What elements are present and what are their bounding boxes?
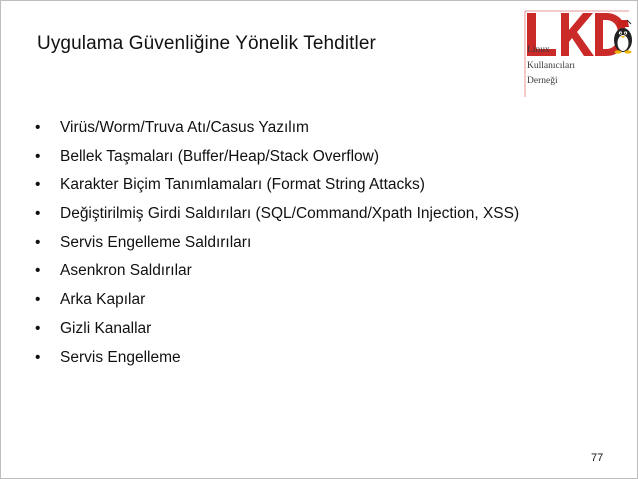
list-item xyxy=(35,286,519,315)
list-item xyxy=(35,200,519,229)
list-item xyxy=(35,344,519,373)
bullet-point: • xyxy=(35,176,41,194)
logo-text-line-2: Kullanıcıları xyxy=(527,61,576,71)
bullet-point: • xyxy=(35,233,41,251)
slide-title: Uygulama Güvenliğine Yönelik Tehditler xyxy=(37,33,376,54)
bullet-point: • xyxy=(35,319,41,337)
logo-text-line-1: Linux xyxy=(527,45,550,55)
list-item-text: Servis Engelleme Saldırıları xyxy=(60,233,252,251)
logo-text-line-3: Derneği xyxy=(527,76,558,86)
bullet-point: • xyxy=(35,119,41,136)
list-item-text: Arka Kapılar xyxy=(60,291,146,309)
list-item xyxy=(35,171,519,200)
bullet-point: • xyxy=(35,205,41,223)
bullet-point: • xyxy=(35,262,41,280)
list-item-text: Virüs/Worm/Truva Atı/Casus Yazılım xyxy=(60,119,309,136)
list-item-text: Servis Engelleme xyxy=(60,348,181,366)
page-number: 77 xyxy=(591,452,604,464)
list-item xyxy=(35,257,519,286)
list-item xyxy=(35,315,519,344)
threat-list xyxy=(35,114,519,372)
bullet-point: • xyxy=(35,348,41,366)
list-item-text: Değiştirilmiş Girdi Saldırıları (SQL/Command/Xpath Injection, XSS) xyxy=(60,205,520,223)
list-item xyxy=(35,143,519,172)
list-item-text: Gizli Kanallar xyxy=(60,319,152,337)
bullet-point: • xyxy=(35,291,41,309)
logo-letter-k xyxy=(561,13,594,56)
list-item xyxy=(35,114,519,143)
list-item xyxy=(35,229,519,258)
list-item-text: Karakter Biçim Tanımlamaları (Format String Attacks) xyxy=(60,176,425,194)
bullet-point: • xyxy=(35,147,41,165)
list-item-text: Asenkron Saldırılar xyxy=(60,262,192,280)
list-item-text: Bellek Taşmaları (Buffer/Heap/Stack Overflow) xyxy=(60,147,380,165)
